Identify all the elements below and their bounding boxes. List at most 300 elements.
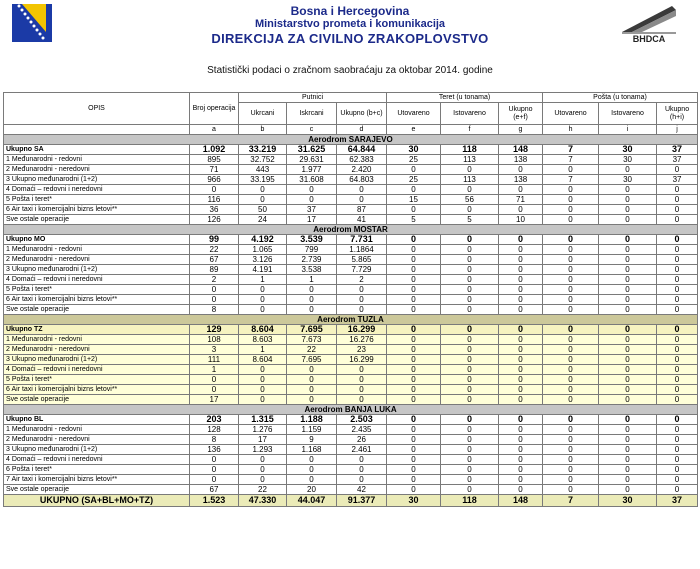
table-cell: 0	[543, 185, 599, 195]
table-cell: 0	[441, 415, 499, 425]
table-cell: 0	[599, 455, 657, 465]
table-cell: 0	[657, 385, 698, 395]
table-cell: 0	[239, 375, 287, 385]
table-cell: 47.330	[239, 495, 287, 507]
ministry-title: Ministarstvo prometa i komunikacija	[254, 18, 446, 30]
table-cell: 1.1864	[337, 245, 387, 255]
letter-cell: j	[657, 125, 698, 135]
table-cell: 0	[543, 375, 599, 385]
table-cell: 0	[441, 395, 499, 405]
table-cell: 2.435	[337, 425, 387, 435]
table-cell: 0	[657, 445, 698, 455]
table-cell: 0	[387, 285, 441, 295]
table-cell: 0	[387, 255, 441, 265]
table-row	[4, 255, 698, 265]
table-row	[4, 445, 698, 455]
table-cell: 0	[190, 455, 239, 465]
table-cell: 2.461	[337, 445, 387, 455]
table-row	[4, 375, 698, 385]
table-cell: 16.299	[337, 325, 387, 335]
table-cell: 0	[287, 295, 337, 305]
table-cell: 0	[239, 475, 287, 485]
table-cell: 0	[543, 485, 599, 495]
table-cell: 4.192	[239, 235, 287, 245]
letter-cell-blank	[4, 125, 190, 135]
row-label: Ukupno MO	[4, 235, 190, 245]
table-cell: 138	[499, 175, 543, 185]
table-cell: 0	[441, 265, 499, 275]
airport-total-row	[4, 235, 698, 245]
table-cell: 0	[543, 195, 599, 205]
table-row	[4, 205, 698, 215]
table-cell: 0	[543, 205, 599, 215]
table-cell: 1	[190, 365, 239, 375]
table-cell: 67	[190, 485, 239, 495]
table-cell: 0	[599, 375, 657, 385]
table-cell: 0	[441, 355, 499, 365]
airport-section-header	[4, 405, 698, 415]
table-cell: 3.539	[287, 235, 337, 245]
table-cell: 0	[287, 195, 337, 205]
table-cell: 0	[441, 475, 499, 485]
table-cell: 0	[441, 245, 499, 255]
table-cell: 0	[387, 435, 441, 445]
table-cell: 30	[599, 155, 657, 165]
table-cell: 128	[190, 425, 239, 435]
table-cell: 67	[190, 255, 239, 265]
table-cell: 42	[337, 485, 387, 495]
table-cell: 32.752	[239, 155, 287, 165]
table-cell: 3	[190, 345, 239, 355]
table-cell: 0	[657, 485, 698, 495]
table-cell: 203	[190, 415, 239, 425]
header-row-groups	[4, 93, 698, 103]
table-cell: 0	[441, 165, 499, 175]
table-cell: 0	[599, 415, 657, 425]
table-cell: 0	[287, 285, 337, 295]
table-cell: 138	[499, 155, 543, 165]
row-label: 2 Međunarodni - neredovni	[4, 345, 190, 355]
col-header-cargo-out: Istovareno	[441, 103, 499, 125]
airport-total-row	[4, 415, 698, 425]
table-cell: 23	[337, 345, 387, 355]
table-row	[4, 155, 698, 165]
table-cell: 1.092	[190, 145, 239, 155]
column-letters-row	[4, 125, 698, 135]
table-cell: 0	[287, 385, 337, 395]
table-cell: 31.625	[287, 145, 337, 155]
table-cell: 7	[543, 175, 599, 185]
table-row	[4, 185, 698, 195]
table-cell: 0	[499, 285, 543, 295]
table-cell: 1.977	[287, 165, 337, 175]
airport-section-header	[4, 135, 698, 145]
airport-section-title: Aerodrom SARAJEVO	[4, 135, 698, 145]
table-cell: 0	[657, 415, 698, 425]
row-label: Sve ostale operacije	[4, 215, 190, 225]
table-cell: 0	[239, 455, 287, 465]
table-cell: 0	[599, 265, 657, 275]
table-cell: 0	[499, 235, 543, 245]
table-cell: 30	[387, 495, 441, 507]
row-label: 1 Međunarodni - redovni	[4, 335, 190, 345]
table-cell: 0	[387, 485, 441, 495]
table-cell: 0	[387, 365, 441, 375]
letter-cell: b	[239, 125, 287, 135]
table-cell: 1.276	[239, 425, 287, 435]
table-cell: 87	[337, 205, 387, 215]
table-cell: 0	[387, 345, 441, 355]
table-cell: 0	[441, 255, 499, 265]
table-cell: 37	[657, 495, 698, 507]
table-cell: 0	[543, 335, 599, 345]
table-cell: 8.603	[239, 335, 287, 345]
row-label: 3 Ukupno međunarodni (1+2)	[4, 175, 190, 185]
table-cell: 0	[387, 295, 441, 305]
table-cell: 0	[599, 165, 657, 175]
table-cell: 25	[387, 175, 441, 185]
table-cell: 0	[441, 345, 499, 355]
table-cell: 0	[499, 265, 543, 275]
table-cell: 0	[599, 335, 657, 345]
bih-flag-icon	[12, 4, 52, 42]
table-cell: 0	[337, 305, 387, 315]
row-label: 2 Međunarodni - neredovni	[4, 165, 190, 175]
table-cell: 5.865	[337, 255, 387, 265]
table-cell: 0	[239, 295, 287, 305]
col-header-mail-out: Istovareno	[599, 103, 657, 125]
table-cell: 0	[387, 415, 441, 425]
row-label: 1 Međunarodni - redovni	[4, 155, 190, 165]
table-cell: 0	[599, 445, 657, 455]
table-cell: 0	[387, 205, 441, 215]
table-cell: 91.377	[337, 495, 387, 507]
table-cell: 0	[441, 445, 499, 455]
table-cell: 30	[599, 495, 657, 507]
col-header-desc: OPIS	[4, 93, 190, 125]
table-cell: 895	[190, 155, 239, 165]
table-cell: 0	[657, 475, 698, 485]
table-row	[4, 435, 698, 445]
table-cell: 0	[239, 305, 287, 315]
table-cell: 0	[441, 365, 499, 375]
table-cell: 0	[441, 185, 499, 195]
letter-cell: h	[543, 125, 599, 135]
table-cell: 0	[657, 375, 698, 385]
table-cell: 0	[499, 165, 543, 175]
table-cell: 0	[387, 455, 441, 465]
row-label: 4 Domaći – redovni i neredovni	[4, 455, 190, 465]
table-cell: 41	[337, 215, 387, 225]
table-cell: 0	[599, 325, 657, 335]
table-cell: 7.673	[287, 335, 337, 345]
table-cell: 0	[599, 235, 657, 245]
table-cell: 64.844	[337, 145, 387, 155]
row-label: 3 Ukupno međunarodni (1+2)	[4, 445, 190, 455]
row-label: 5 Pošta i teret*	[4, 195, 190, 205]
table-cell: 0	[657, 245, 698, 255]
table-cell: 0	[499, 325, 543, 335]
table-cell: 0	[543, 345, 599, 355]
table-cell: 8.604	[239, 325, 287, 335]
table-cell: 443	[239, 165, 287, 175]
table-cell: 0	[499, 385, 543, 395]
table-cell: 0	[599, 205, 657, 215]
row-label: 6 Air taxi i komercijalni bizns letovi**	[4, 295, 190, 305]
table-row	[4, 335, 698, 345]
table-cell: 0	[387, 165, 441, 175]
table-cell: 0	[657, 355, 698, 365]
table-cell: 50	[239, 205, 287, 215]
table-row	[4, 355, 698, 365]
table-row	[4, 345, 698, 355]
table-row	[4, 295, 698, 305]
table-cell: 1.523	[190, 495, 239, 507]
row-label: 1 Međunarodni - redovni	[4, 245, 190, 255]
table-cell: 0	[239, 365, 287, 375]
table-cell: 3.538	[287, 265, 337, 275]
table-cell: 0	[599, 395, 657, 405]
table-cell: 0	[543, 275, 599, 285]
table-cell: 0	[239, 195, 287, 205]
table-cell: 0	[287, 395, 337, 405]
table-cell: 71	[499, 195, 543, 205]
table-cell: 0	[499, 345, 543, 355]
traffic-statistics-table	[3, 92, 698, 507]
table-cell: 0	[543, 455, 599, 465]
table-cell: 0	[287, 365, 337, 375]
table-cell: 0	[657, 285, 698, 295]
table-cell: 7	[543, 495, 599, 507]
table-cell: 7.695	[287, 355, 337, 365]
table-cell: 44.047	[287, 495, 337, 507]
table-cell: 0	[441, 335, 499, 345]
table-cell: 37	[657, 155, 698, 165]
table-cell: 17	[190, 395, 239, 405]
table-cell: 7	[543, 145, 599, 155]
table-cell: 0	[499, 415, 543, 425]
airport-section-header	[4, 315, 698, 325]
table-cell: 0	[190, 475, 239, 485]
table-row	[4, 475, 698, 485]
table-cell: 0	[239, 285, 287, 295]
row-label: 7 Air taxi i komercijalni bizns letovi**	[4, 475, 190, 485]
table-cell: 0	[499, 395, 543, 405]
table-cell: 0	[599, 465, 657, 475]
table-row	[4, 245, 698, 255]
table-cell: 0	[190, 375, 239, 385]
table-cell: 2.503	[337, 415, 387, 425]
table-cell: 148	[499, 145, 543, 155]
table-cell: 26	[337, 435, 387, 445]
country-title: Bosna i Hercegovina	[290, 4, 410, 18]
row-label: 6 Air taxi i komercijalni bizns letovi**	[4, 385, 190, 395]
table-cell: 0	[599, 185, 657, 195]
table-cell: 111	[190, 355, 239, 365]
table-cell: 8	[190, 305, 239, 315]
table-cell: 113	[441, 175, 499, 185]
table-cell: 2.739	[287, 255, 337, 265]
table-cell: 0	[239, 465, 287, 475]
table-cell: 0	[657, 305, 698, 315]
letter-cell: i	[599, 125, 657, 135]
table-cell: 56	[441, 195, 499, 205]
table-cell: 0	[337, 455, 387, 465]
table-cell: 0	[657, 395, 698, 405]
col-header-cargo-tot: Ukupno (e+f)	[499, 103, 543, 125]
table-cell: 0	[387, 235, 441, 245]
table-cell: 0	[599, 385, 657, 395]
table-row	[4, 215, 698, 225]
table-cell: 2	[190, 275, 239, 285]
table-cell: 0	[337, 195, 387, 205]
table-cell: 0	[657, 455, 698, 465]
table-cell: 966	[190, 175, 239, 185]
table-cell: 0	[599, 285, 657, 295]
table-cell: 0	[441, 275, 499, 285]
table-cell: 7	[543, 155, 599, 165]
table-cell: 0	[543, 295, 599, 305]
table-cell: 0	[499, 475, 543, 485]
table-cell: 17	[239, 435, 287, 445]
table-cell: 30	[599, 145, 657, 155]
table-cell: 99	[190, 235, 239, 245]
title-block	[150, 4, 550, 46]
table-cell: 0	[387, 335, 441, 345]
table-cell: 0	[657, 365, 698, 375]
table-cell: 0	[543, 365, 599, 375]
document-subtitle: Statistički podaci o zračnom saobraćaju za oktobar 2014. godine	[207, 65, 493, 76]
table-cell: 0	[337, 185, 387, 195]
table-cell: 0	[441, 375, 499, 385]
row-label: 6 Pošta i teret*	[4, 465, 190, 475]
table-row	[4, 165, 698, 175]
table-row	[4, 265, 698, 275]
table-cell: 0	[387, 475, 441, 485]
table-cell: 0	[499, 435, 543, 445]
table-cell: 0	[337, 285, 387, 295]
table-row	[4, 385, 698, 395]
table-cell: 0	[657, 165, 698, 175]
table-cell: 0	[441, 205, 499, 215]
table-cell: 22	[239, 485, 287, 495]
airport-section-header	[4, 225, 698, 235]
table-cell: 7.731	[337, 235, 387, 245]
table-cell: 0	[543, 325, 599, 335]
table-cell: 36	[190, 205, 239, 215]
table-cell: 0	[657, 265, 698, 275]
row-label: Sve ostale operacije	[4, 485, 190, 495]
letter-cell: a	[190, 125, 239, 135]
table-cell: 0	[599, 245, 657, 255]
table-cell: 129	[190, 325, 239, 335]
table-cell: 0	[599, 345, 657, 355]
table-cell: 0	[190, 465, 239, 475]
table-cell: 0	[387, 445, 441, 455]
table-cell: 0	[337, 295, 387, 305]
table-cell: 0	[657, 195, 698, 205]
row-label: 5 Pošta i teret*	[4, 285, 190, 295]
table-cell: 0	[657, 435, 698, 445]
table-cell: 0	[499, 365, 543, 375]
table-cell: 0	[599, 365, 657, 375]
table-cell: 2.420	[337, 165, 387, 175]
table-cell: 0	[499, 355, 543, 365]
table-cell: 0	[657, 335, 698, 345]
table-body	[4, 135, 698, 507]
table-cell: 0	[543, 285, 599, 295]
table-cell: 0	[441, 485, 499, 495]
table-cell: 0	[387, 305, 441, 315]
table-cell: 0	[543, 255, 599, 265]
letter-cell: g	[499, 125, 543, 135]
table-row	[4, 275, 698, 285]
table-cell: 0	[543, 235, 599, 245]
table-cell: 0	[599, 195, 657, 205]
table-cell: 0	[337, 365, 387, 375]
table-cell: 37	[657, 145, 698, 155]
table-cell: 0	[441, 285, 499, 295]
table-cell: 0	[441, 235, 499, 245]
table-cell: 1.065	[239, 245, 287, 255]
table-cell: 0	[499, 455, 543, 465]
table-cell: 0	[499, 295, 543, 305]
table-cell: 0	[499, 245, 543, 255]
table-cell: 0	[239, 185, 287, 195]
table-row	[4, 455, 698, 465]
table-cell: 1	[239, 275, 287, 285]
table-cell: 0	[337, 395, 387, 405]
table-cell: 1	[287, 275, 337, 285]
table-cell: 0	[387, 355, 441, 365]
table-cell: 0	[657, 465, 698, 475]
table-cell: 0	[543, 215, 599, 225]
table-cell: 0	[499, 185, 543, 195]
table-cell: 0	[543, 305, 599, 315]
table-cell: 0	[499, 445, 543, 455]
row-label: 2 Međunarodni - neredovni	[4, 255, 190, 265]
table-cell: 33.195	[239, 175, 287, 185]
group-header-mail: Pošta (u tonama)	[543, 93, 698, 103]
table-cell: 9	[287, 435, 337, 445]
col-header-pax-in: Ukrcani	[239, 103, 287, 125]
table-cell: 0	[657, 205, 698, 215]
table-cell: 20	[287, 485, 337, 495]
row-label: 3 Ukupno međunarodni (1+2)	[4, 265, 190, 275]
table-cell: 0	[543, 425, 599, 435]
group-header-passengers: Putnici	[239, 93, 387, 103]
table-cell: 0	[499, 205, 543, 215]
table-cell: 2	[337, 275, 387, 285]
table-cell: 118	[441, 495, 499, 507]
table-cell: 7.695	[287, 325, 337, 335]
table-cell: 0	[499, 375, 543, 385]
row-label: 6 Air taxi i komercijalni bizns letovi**	[4, 205, 190, 215]
row-label: 2 Međunarodni - neredovni	[4, 435, 190, 445]
letter-cell: c	[287, 125, 337, 135]
table-cell: 0	[337, 465, 387, 475]
table-row	[4, 365, 698, 375]
table-cell: 30	[387, 145, 441, 155]
table-cell: 8	[190, 435, 239, 445]
table-cell: 0	[499, 255, 543, 265]
table-cell: 0	[657, 425, 698, 435]
table-cell: 37	[287, 205, 337, 215]
table-cell: 0	[543, 445, 599, 455]
table-cell: 71	[190, 165, 239, 175]
table-cell: 0	[657, 235, 698, 245]
table-cell: 29.631	[287, 155, 337, 165]
